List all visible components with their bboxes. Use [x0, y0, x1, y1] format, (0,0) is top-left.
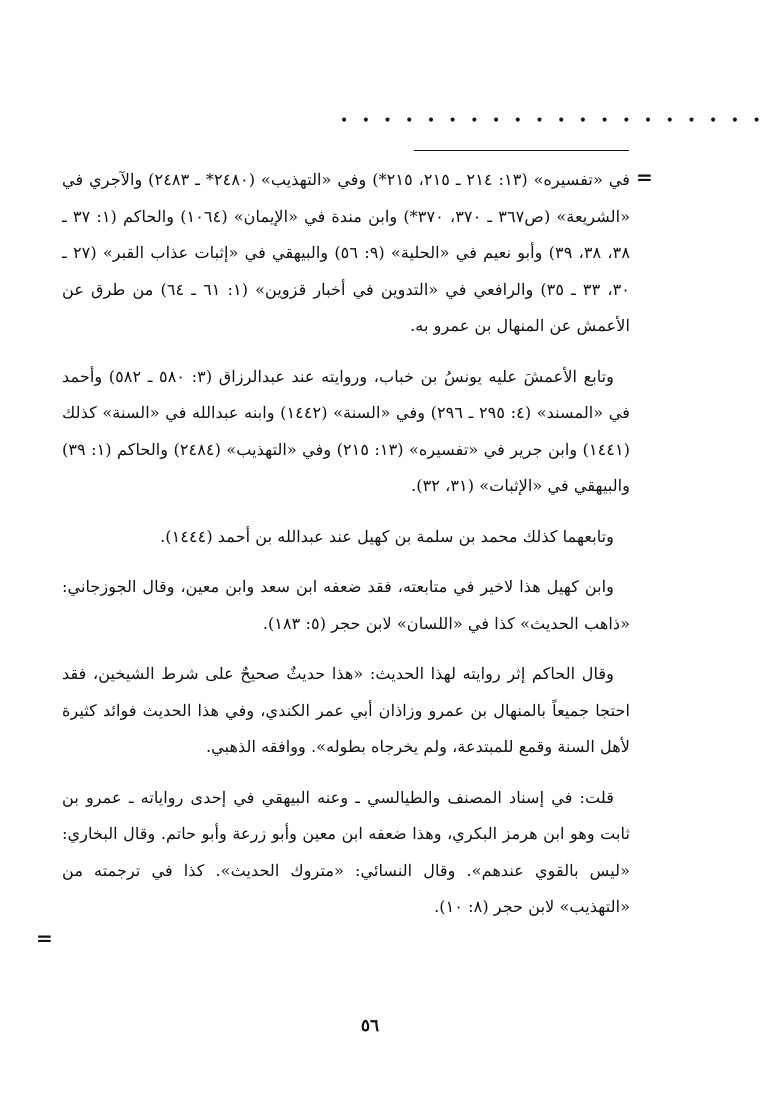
- paragraph-2: وتابع الأعمشَ عليه يونسُ بن خباب، وروايته عند عبدالرزاق (٣: ٥٨٠ ـ ٥٨٢) وأحمد في «المسند» (٤: ٢٩٥ ـ ٢٩٦) وفي «السنة» (١٤٤٢) وابنه عبدالله في «السنة» كذلك (١٤٤١) وابن جرير في «تفسيره» (١٣: ٢١٥) وفي «التهذيب» (٢٤٨٤) والحاكم (١: ٣٩) والبيهقي في «الإثبات» (٣١، ٣٢).: [62, 366, 630, 495]
- paragraph-4: وابن كهيل هذا لاخير في متابعته، فقد ضعفه ابن سعد وابن معين، وقال الجوزجاني: «ذاهب الحديث» كذا في «اللسان» لابن حجر (٥: ١٨٣).: [62, 577, 630, 633]
- paragraph-3: وتابعهما كذلك محمد بن سلمة بن كهيل عند عبدالله بن أحمد (١٤٤٤).: [160, 526, 614, 546]
- paragraph-6: قلت: في إسناد المصنف والطيالسي ـ وعنه البيهقي في إحدى رواياته ـ عمرو بن ثابت وهو ابن هرمز البكري، وهذا ضعفه ابن معين وأبو زرعة وأبو حاتم. وقال البخاري: «ليس بالقوي عندهم». وقال النسائي: «متروك الحديث». كذا في ترجمته من «التهذيب» لابن حجر (٨: ١٠).: [62, 787, 630, 916]
- dotted-header-rule: • • • • • • • • • • • • • • • • • • • •: [340, 113, 765, 129]
- page-number: ٥٦: [360, 1016, 380, 1036]
- footnote-separator-line: [414, 150, 629, 151]
- paragraph-5: وقال الحاكم إثر روايته لهذا الحديث: «هذا حديثٌ صحيحٌ على شرط الشيخين، فقد احتجا جميعاً بالمنهال بن عمرو وزاذان أبي عمر الكندي، وفي هذا الحديث فوائد كثيرة لأهل السنة وقمع للمبتدعة، ولم يخرجاه بطوله». ووافقه الذهبي.: [62, 664, 630, 756]
- continuation-marker-bottom: =: [36, 926, 53, 950]
- paragraph-1: في «تفسيره» (١٣: ٢١٤ ـ ٢١٥، ٢١٥*) وفي «التهذيب» (٢٤٨٠* ـ ٢٤٨٣) والآجري في «الشريعة» (ص٣٦٧ ـ ٣٧٠، ٣٧٠*) وابن مندة في «الإيمان» (١٠٦٤) والحاكم (١: ٣٧ ـ ٣٨، ٣٨، ٣٩) وأبو نعيم في «الحلية» (٩: ٥٦) والبيهقي في «إثبات عذاب القبر» (٢٧ ـ ٣٠، ٣٣ ـ ٣٥) والرافعي في «التدوين في أخبار قزوين» (١: ٦١ ـ ٦٤) من طرق عن الأعمش عن المنهال بن عمرو به.: [62, 170, 631, 335]
- footnote-text-block: [62, 162, 630, 940]
- continuation-marker-top: =: [636, 165, 653, 189]
